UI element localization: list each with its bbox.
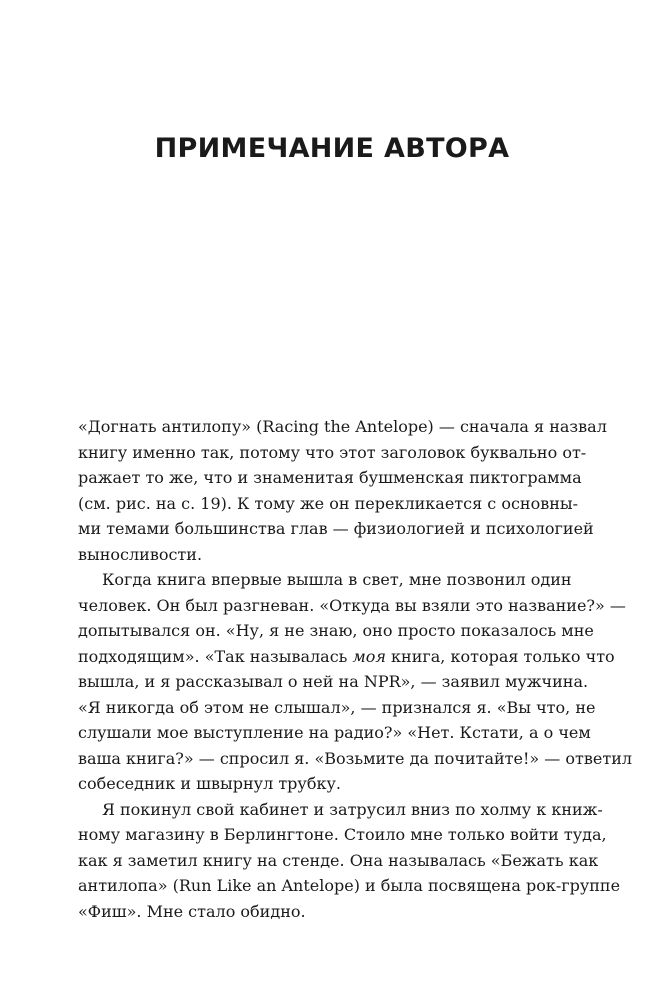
text-line: «Фиш». Мне стало обидно. xyxy=(78,901,306,921)
text-line: как я заметил книгу на стенде. Она называлась «Бежать как xyxy=(78,850,599,870)
paragraph-3 xyxy=(78,797,621,925)
text-line: выносливости. xyxy=(78,544,203,564)
text-line: книгу именно так, потому что этот заголовок буквально от- xyxy=(78,442,587,462)
text-line: ваша книга?» — спросил я. «Возьмите да почитайте!» — ответил xyxy=(78,748,633,768)
text-line: (см. рис. на с. 19). К тому же он перекликается с основны- xyxy=(78,493,579,513)
text-line: ному магазину в Берлингтоне. Стоило мне только войти туда, xyxy=(78,825,607,844)
text-segment: подходящим». «Так называлась xyxy=(78,646,353,666)
text-line: антилопа» (Run Like an Antelope) и была посвящена рок-группе xyxy=(78,876,621,895)
body-text xyxy=(78,414,633,924)
emphasized-word: моя xyxy=(352,646,386,666)
text-line: собеседник и швырнул трубку. xyxy=(78,774,341,793)
text-line: «Догнать антилопу» (Racing the Antelope) — сначала я назвал xyxy=(78,417,607,436)
paragraph-1 xyxy=(78,414,607,567)
page-title: ПРИМЕЧАНИЕ АВТОРА xyxy=(154,133,510,164)
text-line: ми темами большинства глав — физиологией и психологией xyxy=(78,519,594,538)
text-line: вышла, и я рассказывал о ней на NPR», — заявил мужчина. xyxy=(78,672,589,691)
text-line: Когда книга впервые вышла в свет, мне позвонил один xyxy=(102,570,572,589)
text-line: ражает то же, что и знаменитая бушменская пиктограмма xyxy=(78,468,582,487)
text-line: допытывался он. «Ну, я не знаю, оно просто показалось мне xyxy=(78,621,594,640)
paragraph-2 xyxy=(78,567,633,797)
text-line: Я покинул свой кабинет и затрусил вниз по холму к книж- xyxy=(102,799,603,819)
text-line: «Я никогда об этом не слышал», — признался я. «Вы что, не xyxy=(78,697,596,717)
text-line: слушали мое выступление на радио?» «Нет. Кстати, а о чем xyxy=(78,723,591,742)
text-line: человек. Он был разгневан. «Откуда вы взяли это название?» — xyxy=(78,595,626,615)
text-segment: книга, которая только что xyxy=(385,646,615,666)
text-line xyxy=(78,644,615,670)
